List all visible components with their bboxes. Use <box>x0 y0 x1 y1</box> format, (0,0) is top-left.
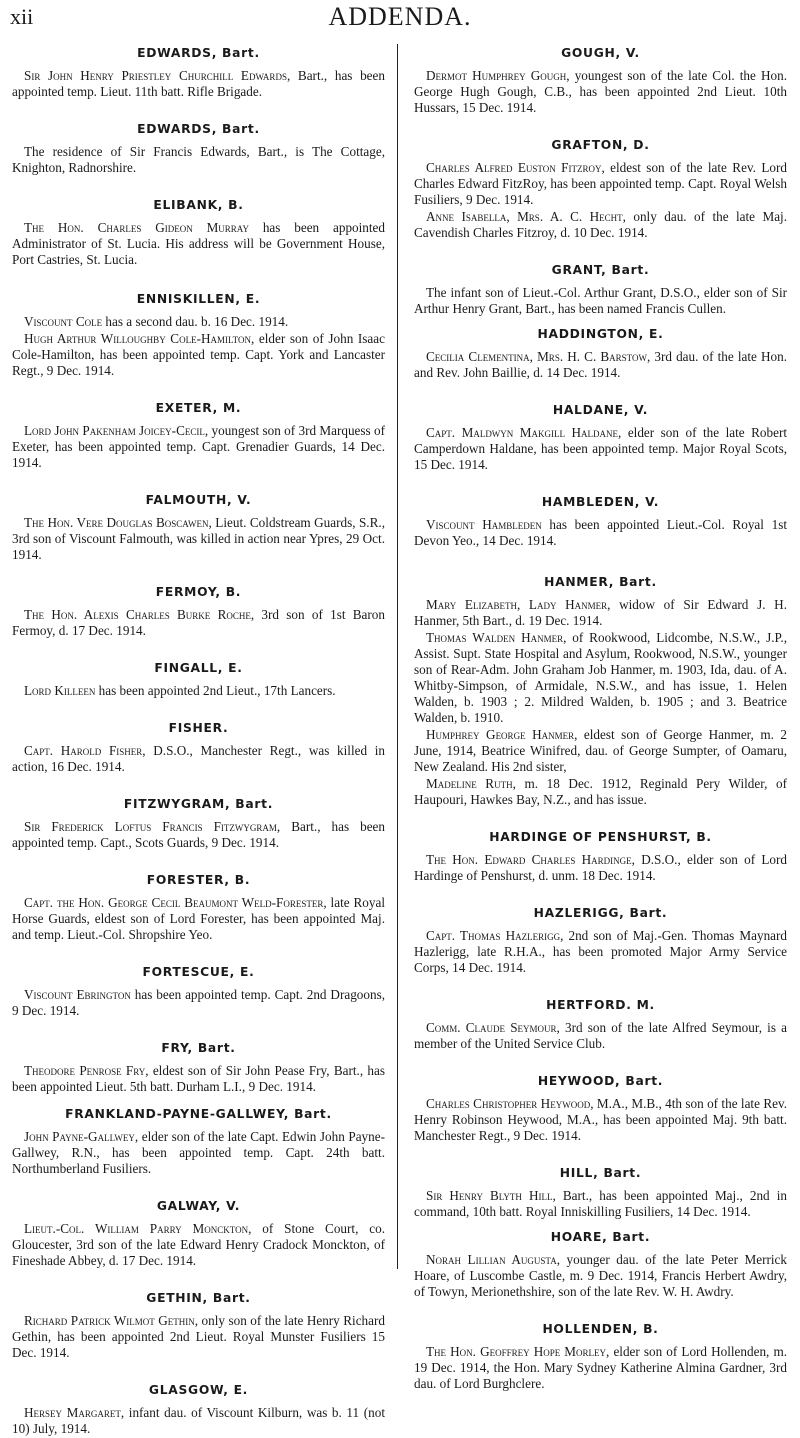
entry-heading: ELIBANK, B. <box>153 198 244 212</box>
entry-heading: FISHER. <box>168 721 229 735</box>
entry-heading: GOUGH, V. <box>561 46 640 60</box>
right-column <box>414 46 787 1393</box>
entry-body-text: widow of Sir Edward J. H. Hanmer, 5th Bart., d. 19 Dec. 1914. <box>414 597 787 628</box>
entry-paragraph <box>12 1313 385 1361</box>
entry-lead-name: Humphrey George Hanmer, <box>426 727 578 742</box>
entry-enniskillen-e <box>12 292 385 379</box>
entry-lead-name: Norah Lillian Augusta, <box>426 1252 561 1267</box>
entry-paragraph <box>12 895 385 943</box>
entry-heading: HERTFORD. M. <box>546 998 655 1012</box>
entry-body-text: elder son of the late Robert Camperdown Haldane, has been appointed temp. Major Royal Scots, 15 Dec. 1914. <box>414 425 787 472</box>
entry-glasgow-e <box>12 1383 385 1437</box>
entry-paragraph <box>414 727 787 775</box>
entry-body-text: Bart., has been appointed Maj., 2nd in command, 10th batt. Royal Inniskilling Fusiliers, 14 Dec. 1914. <box>414 1188 787 1219</box>
entry-heading: EDWARDS, Bart. <box>137 122 260 136</box>
entry-paragraph <box>414 1252 787 1300</box>
entry-hoare-bart <box>414 1230 787 1300</box>
entry-paragraph <box>414 1020 787 1052</box>
entry-hambleden-v <box>414 495 787 549</box>
entry-body-text: only son of the late Henry Richard Gethin, has been appointed 2nd Lieut. Royal Munster Fusiliers 15 Dec. 1914. <box>12 1313 385 1360</box>
entry-lead-name: The Hon. Alexis Charles Burke Roche, <box>24 607 255 622</box>
entry-body-text: late Royal Horse Guards, eldest son of Lord Forester, has been appointed Maj. and temp. Lieut.-Col. Shropshire Yeo. <box>12 895 385 942</box>
entry-lead-name: The Hon. Vere Douglas Boscawen, <box>24 515 212 530</box>
entry-paragraph <box>414 597 787 629</box>
entry-heading: HOLLENDEN, B. <box>542 1322 659 1336</box>
entry-lead-name: Anne Isabella, Mrs. A. C. Hecht, <box>426 209 626 224</box>
entry-paragraph <box>414 852 787 884</box>
entry-paragraph <box>12 987 385 1019</box>
entry-paragraph <box>414 776 787 808</box>
entry-elibank-b <box>12 198 385 268</box>
entry-haddington-e <box>414 327 787 381</box>
entry-lead-name: Capt. Thomas Hazlerigg, <box>426 928 564 943</box>
entry-body-text: The infant son of Lieut.-Col. Arthur Grant, D.S.O., elder son of Sir Arthur Henry Grant, Bart., has been named Francis Cullen. <box>414 285 787 316</box>
entry-fermoy-b <box>12 585 385 639</box>
entry-lead-name: Viscount Ebrington <box>24 987 131 1002</box>
entry-heading: GALWAY, V. <box>156 1199 241 1213</box>
entry-lead-name: Dermot Humphrey Gough, <box>426 68 570 83</box>
entry-heading: FRY, Bart. <box>161 1041 236 1055</box>
entry-heading: HOARE, Bart. <box>550 1230 651 1244</box>
entry-forester-b <box>12 873 385 943</box>
left-column <box>12 46 385 1438</box>
entry-lead-name: Comm. Claude Seymour, <box>426 1020 560 1035</box>
entry-gough-v <box>414 46 787 116</box>
entry-lead-name: Lieut.-Col. William Parry Monckton, <box>24 1221 252 1236</box>
entry-paragraph <box>414 1344 787 1392</box>
entry-heading: HAMBLEDEN, V. <box>541 495 660 509</box>
entry-lead-name: Lord John Pakenham Joicey-Cecil, <box>24 423 209 438</box>
column-divider <box>397 44 398 1269</box>
entry-heading: FERMOY, B. <box>155 585 242 599</box>
entry-paragraph <box>414 209 787 241</box>
entry-paragraph <box>414 517 787 549</box>
entry-paragraph <box>12 1063 385 1095</box>
entry-lead-name: Mary Elizabeth, Lady Hanmer, <box>426 597 611 612</box>
entry-body-text: m. 18 Dec. 1912, Reginald Pery Wilder, of Haupouri, Hawkes Bay, N.Z., and has issue. <box>414 776 787 807</box>
entry-paragraph <box>12 1221 385 1269</box>
entry-lead-name: Sir John Henry Priestley Churchill Edwards, <box>24 68 291 83</box>
entry-body-text: has a second dau. b. 16 Dec. 1914. <box>102 314 289 329</box>
entry-lead-name: Hugh Arthur Willoughby Cole-Hamilton, <box>24 331 255 346</box>
page-header <box>0 2 800 42</box>
entry-heading: HILL, Bart. <box>559 1166 642 1180</box>
entry-paragraph <box>12 743 385 775</box>
entry-heading: HALDANE, V. <box>552 403 649 417</box>
entry-body-text: 3rd dau. of the late Hon. and Rev. John Baillie, d. 14 Dec. 1914. <box>414 349 787 380</box>
entry-haldane-v <box>414 403 787 473</box>
entry-paragraph <box>12 683 385 699</box>
entry-fisher <box>12 721 385 775</box>
entry-paragraph <box>12 314 385 330</box>
entry-paragraph <box>12 515 385 563</box>
entry-body-text: elder son of John Isaac Cole-Hamilton, has been appointed temp. Capt. York and Lancaster Regt., 9 Dec. 1914. <box>12 331 385 378</box>
entry-body-text: elder son of Lord Hollenden, m. 19 Dec. 1914, the Hon. Mary Sydney Katherine Almina Gardner, 3rd dau. of Lord Burghclere. <box>414 1344 787 1391</box>
entry-paragraph <box>12 1405 385 1437</box>
entry-heading: FINGALL, E. <box>154 661 243 675</box>
entry-body-text: youngest son of the late Col. the Hon. George Hugh Gough, C.B., has been appointed 2nd Lieut. 10th Hussars, 15 Dec. 1914. <box>414 68 787 115</box>
entry-body-text: The residence of Sir Francis Edwards, Bart., is The Cottage, Knighton, Radnorshire. <box>12 144 385 175</box>
entry-heading: EDWARDS, Bart. <box>137 46 260 60</box>
entry-lead-name: Viscount Hambleden <box>426 517 542 532</box>
entry-body-text: 2nd son of Maj.-Gen. Thomas Maynard Hazlerigg, late R.H.A., has been promoted Major Army Service Corps, 14 Dec. 1914. <box>414 928 787 975</box>
entry-lead-name: Theodore Penrose Fry, <box>24 1063 149 1078</box>
entry-lead-name: Capt. Maldwyn Makgill Haldane, <box>426 425 622 440</box>
entry-paragraph <box>414 285 787 317</box>
entry-heading: EXETER, M. <box>155 401 242 415</box>
entry-fortescue-e <box>12 965 385 1019</box>
entry-heading: GRANT, Bart. <box>551 263 650 277</box>
entry-body-text: only dau. of the late Maj. Cavendish Charles Fitzroy, d. 10 Dec. 1914. <box>414 209 788 240</box>
entry-body-text: Bart., has been appointed temp. Capt., Scots Guards, 9 Dec. 1914. <box>12 819 385 850</box>
entry-galway-v <box>12 1199 385 1269</box>
entry-lead-name: Madeline Ruth, <box>426 776 516 791</box>
entry-heading: FORESTER, B. <box>146 873 251 887</box>
entry-hollenden-b <box>414 1322 787 1392</box>
entry-edwards-bart <box>12 46 385 100</box>
entry-paragraph <box>12 423 385 471</box>
entry-heading: FORTESCUE, E. <box>142 965 255 979</box>
entry-heading: HEYWOOD, Bart. <box>537 1074 664 1088</box>
entry-hardinge-of-penshurst-b <box>414 830 787 884</box>
entry-lead-name: Thomas Walden Hanmer, <box>426 630 567 645</box>
entry-lead-name: Cecilia Clementina, Mrs. H. C. Barstow, <box>426 349 651 364</box>
entry-lead-name: Viscount Cole <box>24 314 103 329</box>
entry-fingall-e <box>12 661 385 699</box>
entry-body-text: M.A., M.B., 4th son of the late Rev. Henry Robinson Heywood, M.A., has been appointed Maj. 9th batt. Manchester Regt., 9 Dec. 1914. <box>414 1096 787 1143</box>
entry-body-text: Bart., has been appointed temp. Lieut. 11th batt. Rifle Brigade. <box>12 68 385 99</box>
entry-body-text: D.S.O., elder son of Lord Hardinge of Penshurst, d. unm. 18 Dec. 1914. <box>414 852 787 883</box>
entry-body-text: elder son of the late Capt. Edwin John Payne-Gallwey, R.N., has been appointed temp. Capt. 24th batt. Northumberland Fusiliers. <box>12 1129 385 1176</box>
entry-lead-name: The Hon. Geoffrey Hope Morley, <box>426 1344 610 1359</box>
entry-heading: GLASGOW, E. <box>148 1383 249 1397</box>
entry-paragraph <box>414 349 787 381</box>
running-title: ADDENDA. <box>328 2 472 31</box>
entry-heading: HANMER, Bart. <box>544 575 657 589</box>
entry-grafton-d <box>414 138 787 241</box>
entry-body-text: has been appointed Lieut.-Col. Royal 1st Devon Yeo., 14 Dec. 1914. <box>414 517 787 548</box>
entry-paragraph <box>12 819 385 851</box>
entry-lead-name: Capt. Harold Fisher, <box>24 743 146 758</box>
entry-body-text: youngest son of 3rd Marquess of Exeter, has been appointed temp. Capt. Grenadier Guards, 14 Dec. 1914. <box>12 423 385 470</box>
entry-lead-name: Hersey Margaret, <box>24 1405 125 1420</box>
entry-lead-name: Sir Frederick Loftus Francis Fitzwygram, <box>24 819 281 834</box>
entry-heading: HADDINGTON, E. <box>537 327 664 341</box>
entry-fry-bart <box>12 1041 385 1095</box>
entry-body-text: 3rd son of the late Alfred Seymour, is a member of the United Service Club. <box>414 1020 787 1051</box>
entry-paragraph <box>414 928 787 976</box>
entry-heading: HARDINGE OF PENSHURST, B. <box>489 830 712 844</box>
entry-heading: FALMOUTH, V. <box>145 493 252 507</box>
entry-body-text: younger dau. of the late Peter Merrick Hoare, of Luscombe Castle, m. 9 Dec. 1914, Francis Herbert Awdry, of Towyn, Merionethshire, son of the late Rev. W. H. Awdry. <box>414 1252 787 1299</box>
entry-lead-name: Richard Patrick Wilmot Gethin, <box>24 1313 199 1328</box>
entry-heading: FRANKLAND-PAYNE-GALLWEY, Bart. <box>65 1107 332 1121</box>
entry-paragraph <box>12 331 385 379</box>
entry-lead-name: The Hon. Charles Gideon Murray <box>24 220 249 235</box>
entry-body-text: 3rd son of 1st Baron Fermoy, d. 17 Dec. 1914. <box>12 607 385 638</box>
entry-lead-name: Charles Alfred Euston Fitzroy, <box>426 160 605 175</box>
entry-heading: ENNISKILLEN, E. <box>136 292 261 306</box>
entry-body-text: has been appointed Administrator of St. Lucia. His address will be Government House, Port Castries, St. Lucia. <box>12 220 385 267</box>
entry-exeter-m <box>12 401 385 471</box>
entry-paragraph <box>12 607 385 639</box>
entry-body-text: of Rookwood, Lidcombe, N.S.W., J.P., Assist. Supt. State Hospital and Asylum, Rookwood, N.S.W., younger son of Rear-Adm. John Graham Job Hanmer, m. 1903, Ida, dau. of A. Whitby-Simpson, of Armidale, N.S.W., and has issue, 1. Helen Walden, b. 1903 ; 2. Mildred Walden, b. 1905 ; and 3. Beatrice Walden, b. 1910. <box>414 630 787 725</box>
entry-paragraph <box>414 630 787 726</box>
entry-heading: GETHIN, Bart. <box>146 1291 251 1305</box>
entry-heading: FITZWYGRAM, Bart. <box>123 797 274 811</box>
entry-paragraph <box>414 1096 787 1144</box>
entry-edwards-bart <box>12 122 385 176</box>
entry-body-text: infant dau. of Viscount Kilburn, was b. 11 (not 10) July, 1914. <box>12 1405 385 1436</box>
entry-paragraph <box>12 220 385 268</box>
entry-lead-name: The Hon. Edward Charles Hardinge, <box>426 852 635 867</box>
entry-frankland-payne-gallwey-bart <box>12 1107 385 1177</box>
entry-body-text: has been appointed 2nd Lieut., 17th Lancers. <box>95 683 336 698</box>
entry-heywood-bart <box>414 1074 787 1144</box>
entry-fitzwygram-bart <box>12 797 385 851</box>
entry-lead-name: Sir Henry Blyth Hill, <box>426 1188 556 1203</box>
entry-hill-bart <box>414 1166 787 1220</box>
entry-paragraph <box>12 144 385 176</box>
entry-paragraph <box>414 68 787 116</box>
entry-paragraph <box>414 1188 787 1220</box>
entry-lead-name: John Payne-Gallwey, <box>24 1129 139 1144</box>
entry-lead-name: Capt. the Hon. George Cecil Beaumont Weld-Forester, <box>24 895 327 910</box>
entry-hertford-m <box>414 998 787 1052</box>
entry-grant-bart <box>414 263 787 317</box>
entry-body-text: D.S.O., Manchester Regt., was killed in action, 16 Dec. 1914. <box>12 743 385 774</box>
page-number: xii <box>10 4 34 29</box>
entry-hazlerigg-bart <box>414 906 787 976</box>
entry-body-text: has been appointed temp. Capt. 2nd Dragoons, 9 Dec. 1914. <box>12 987 385 1018</box>
entry-paragraph <box>414 425 787 473</box>
entry-body-text: of Stone Court, co. Gloucester, 3rd son of the late Edward Henry Cradock Monckton, of Fineshade Abbey, d. 17 Dec. 1914. <box>12 1221 385 1268</box>
entry-paragraph <box>12 68 385 100</box>
entry-hanmer-bart <box>414 575 787 808</box>
entry-paragraph <box>12 1129 385 1177</box>
entry-heading: HAZLERIGG, Bart. <box>533 906 668 920</box>
entry-lead-name: Lord Killeen <box>24 683 96 698</box>
entry-falmouth-v <box>12 493 385 563</box>
entry-lead-name: Charles Christopher Heywood, <box>426 1096 594 1111</box>
entry-body-text: eldest son of the late Rev. Lord Charles Edward FitzRoy, has been appointed temp. Capt. Royal Welsh Fusiliers, 9 Dec. 1914. <box>414 160 787 207</box>
entry-body-text: Lieut. Coldstream Guards, S.R., 3rd son of Viscount Falmouth, was killed in action near Ypres, 29 Oct. 1914. <box>12 515 385 562</box>
entry-body-text: eldest son of George Hanmer, m. 2 June, 1914, Beatrice Winifred, dau. of George Sumpter, of Oamaru, New Zealand. His 2nd sister, <box>414 727 788 774</box>
entry-heading: GRAFTON, D. <box>551 138 650 152</box>
entry-body-text: eldest son of Sir John Pease Fry, Bart., has been appointed Lieut. 5th batt. Durham L.I., 9 Dec. 1914. <box>12 1063 385 1094</box>
entry-gethin-bart <box>12 1291 385 1361</box>
entry-paragraph <box>414 160 787 208</box>
